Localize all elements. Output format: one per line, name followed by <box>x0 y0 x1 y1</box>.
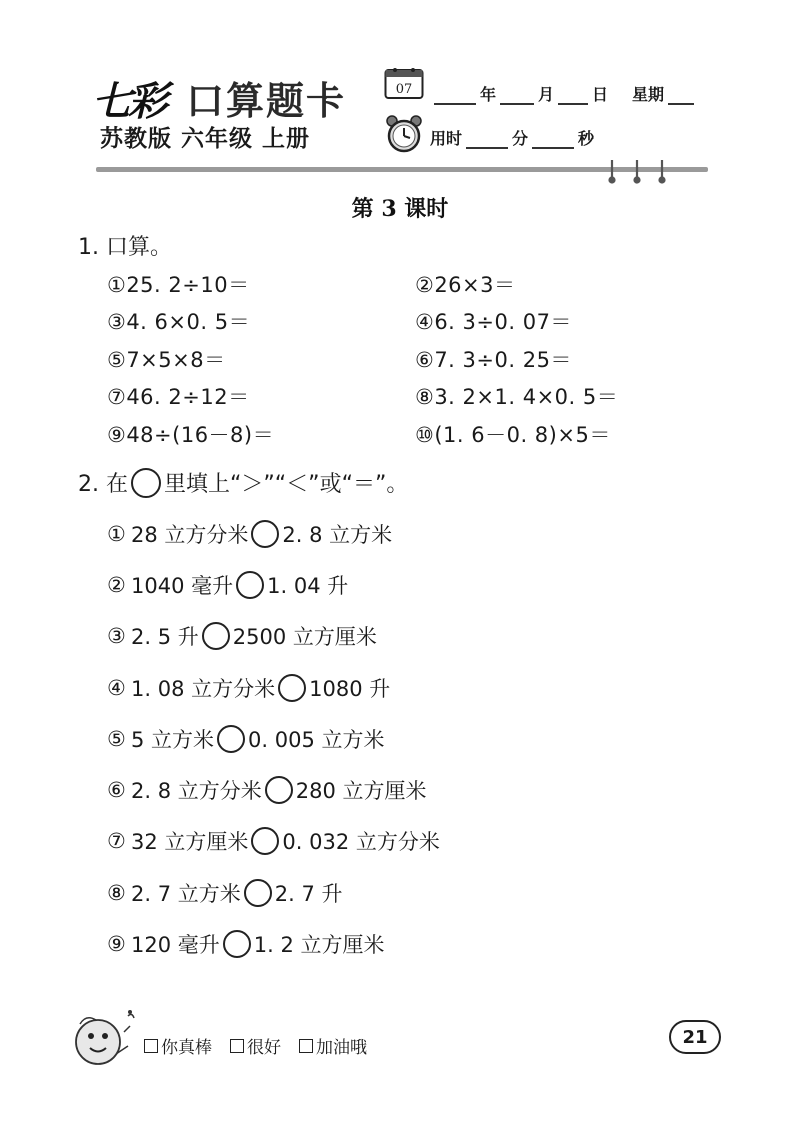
right-quantity: 1080 升 <box>309 676 391 701</box>
answer-circle[interactable] <box>223 930 251 958</box>
time-used-label: 用时 <box>430 129 463 148</box>
time-fill-line <box>430 123 594 149</box>
comparison-item <box>107 662 440 713</box>
month-label: 月 <box>538 85 555 104</box>
month-blank[interactable] <box>500 101 534 105</box>
right-quantity: 0. 005 立方米 <box>248 727 385 752</box>
lesson-title: 第 3 课时 <box>351 196 449 222</box>
edition-label: 苏教版 六年级 上册 <box>100 126 311 152</box>
calc-item[interactable]: ②26×3＝ <box>415 272 516 297</box>
answer-circle[interactable] <box>236 571 264 599</box>
item-number: ① <box>107 521 126 546</box>
minutes-label: 分 <box>512 129 529 148</box>
calc-item[interactable]: ⑨48÷(16－8)＝ <box>107 422 275 447</box>
item-number: ③ <box>107 624 126 649</box>
right-quantity: 1. 2 立方厘米 <box>253 933 385 958</box>
brand-script-logo: 七彩 <box>92 79 164 125</box>
answer-circle[interactable] <box>217 725 245 753</box>
rating-option[interactable] <box>144 1033 212 1058</box>
rating-label: 很好 <box>247 1038 281 1058</box>
left-quantity: 2. 5 升 <box>131 625 199 650</box>
right-quantity: 2. 8 立方米 <box>282 522 393 547</box>
alarm-clock-icon <box>384 114 424 154</box>
rating-option[interactable] <box>299 1033 367 1058</box>
q1-calculation-grid <box>107 265 667 453</box>
weekday-blank[interactable] <box>668 101 694 105</box>
rating-label: 你真棒 <box>161 1038 212 1058</box>
answer-circle[interactable] <box>244 879 272 907</box>
left-quantity: 28 立方分米 <box>131 522 249 547</box>
answer-circle[interactable] <box>265 776 293 804</box>
left-quantity: 1. 08 立方分米 <box>131 676 276 701</box>
calc-item[interactable]: ⑤7×5×8＝ <box>107 347 226 372</box>
q1-title: 1. 口算。 <box>78 235 172 260</box>
comparison-item <box>107 611 440 662</box>
calc-item[interactable]: ⑦46. 2÷12＝ <box>107 385 250 410</box>
calc-item[interactable]: ⑧3. 2×1. 4×0. 5＝ <box>415 385 619 410</box>
right-quantity: 280 立方厘米 <box>295 779 427 804</box>
q2-title-after: 里填上“＞”“＜”或“＝”。 <box>163 472 409 497</box>
rating-option[interactable] <box>230 1033 281 1058</box>
item-number: ⑥ <box>107 778 126 803</box>
comparison-item <box>107 918 440 969</box>
left-quantity: 5 立方米 <box>131 727 215 752</box>
calc-item[interactable]: ①25. 2÷10＝ <box>107 272 250 297</box>
year-blank[interactable] <box>434 101 476 105</box>
item-number: ② <box>107 572 126 597</box>
seconds-blank[interactable] <box>532 145 574 149</box>
left-quantity: 32 立方厘米 <box>131 830 249 855</box>
right-quantity: 1. 04 升 <box>267 573 349 598</box>
binder-rings-icon <box>603 158 671 184</box>
day-blank[interactable] <box>558 101 588 105</box>
q2-title-before: 2. 在 <box>78 472 128 497</box>
comparison-item <box>107 816 440 867</box>
left-quantity: 2. 8 立方分米 <box>131 779 262 804</box>
mascot-icon <box>66 1002 138 1070</box>
checkbox[interactable] <box>230 1039 244 1053</box>
calc-item[interactable]: ⑥7. 3÷0. 25＝ <box>415 347 572 372</box>
checkbox[interactable] <box>299 1039 313 1053</box>
answer-circle[interactable] <box>251 827 279 855</box>
comparison-item <box>107 867 440 918</box>
item-number: ⑤ <box>107 726 126 751</box>
comparison-item <box>107 713 440 764</box>
brand-title: 口算题卡 <box>186 79 347 123</box>
item-number: ⑧ <box>107 880 126 905</box>
seconds-label: 秒 <box>578 129 595 148</box>
comparison-item <box>107 764 440 815</box>
answer-circle[interactable] <box>278 674 306 702</box>
right-quantity: 2500 立方厘米 <box>232 625 377 650</box>
calc-item[interactable]: ③4. 6×0. 5＝ <box>107 310 251 335</box>
calendar-day: 07 <box>395 82 413 97</box>
comparison-item <box>107 508 440 559</box>
left-quantity: 2. 7 立方米 <box>131 881 241 906</box>
item-number: ④ <box>107 675 126 700</box>
checkbox[interactable] <box>144 1039 158 1053</box>
year-label: 年 <box>480 85 497 104</box>
q2-title <box>78 467 408 498</box>
calc-item[interactable]: ④6. 3÷0. 07＝ <box>415 310 572 335</box>
day-label: 日 <box>592 85 609 104</box>
example-circle-icon <box>131 468 161 498</box>
weekday-label: 星期 <box>632 85 665 104</box>
q2-comparison-list <box>107 508 440 970</box>
answer-circle[interactable] <box>202 622 230 650</box>
minutes-blank[interactable] <box>466 145 508 149</box>
rating-label: 加油哦 <box>316 1038 367 1058</box>
calc-item[interactable]: ⑩(1. 6－0. 8)×5＝ <box>415 422 611 447</box>
right-quantity: 2. 7 升 <box>274 881 343 906</box>
calendar-icon <box>384 66 424 100</box>
date-fill-line <box>430 79 698 105</box>
item-number: ⑦ <box>107 829 126 854</box>
left-quantity: 1040 毫升 <box>131 573 234 598</box>
page-number: 21 <box>669 1020 721 1054</box>
item-number: ⑨ <box>107 932 126 957</box>
left-quantity: 120 毫升 <box>131 933 220 958</box>
right-quantity: 0. 032 立方分米 <box>282 830 440 855</box>
comparison-item <box>107 559 440 610</box>
self-rating-options <box>144 1033 385 1058</box>
answer-circle[interactable] <box>251 520 279 548</box>
